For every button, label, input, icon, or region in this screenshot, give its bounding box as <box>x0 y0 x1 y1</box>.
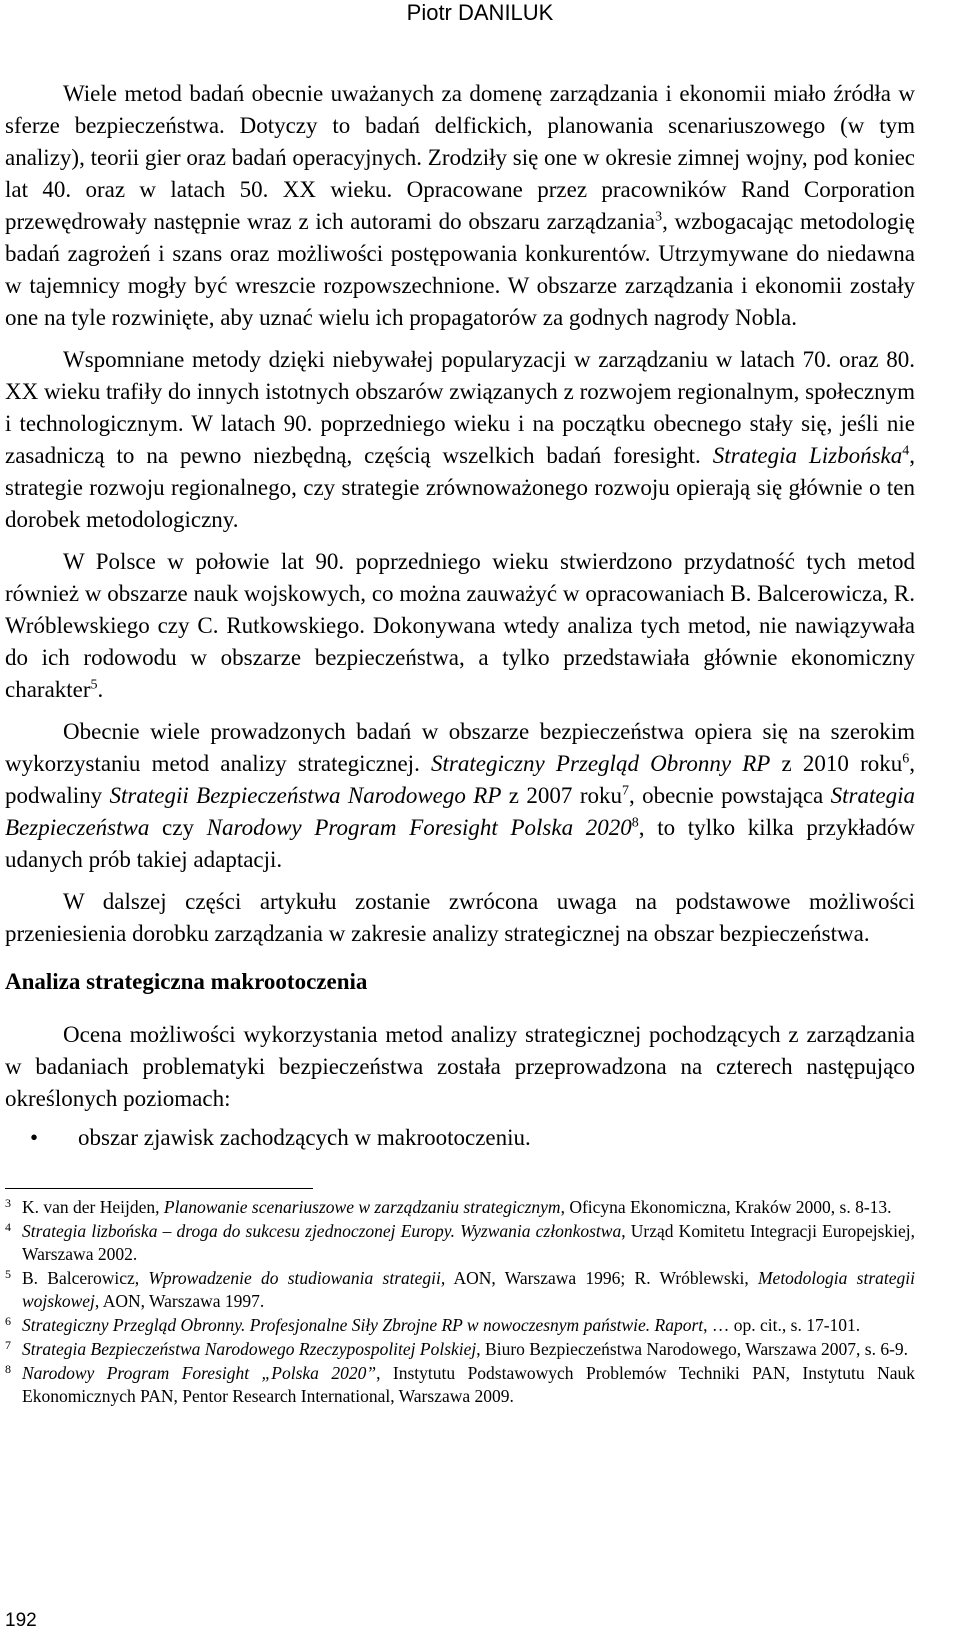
paragraph-4-text-c: , podwaliny <box>5 751 915 808</box>
footnote-7 <box>5 1338 915 1361</box>
footnote-5-text-a: B. Balcerowicz, <box>22 1268 149 1288</box>
page-number: 192 <box>5 1610 37 1631</box>
bullet-item-1-text: obszar zjawisk zachodzących w makrootoczeniu. <box>78 1125 531 1150</box>
paragraph-6: Ocena możliwości wykorzystania metod analizy strategicznej pochodzących z zarządzania w badaniach problematyki bezpieczeństwa została przeprowadzona na czterech następująco określonych poziomach: <box>5 1022 915 1111</box>
bullet-item-1 <box>30 1122 531 1154</box>
footnote-ref-5: 5 <box>90 677 98 693</box>
header-author: Piotr DANILUK <box>406 0 554 25</box>
paragraph-4-text-g: , to tylko kilka przykładów udanych prób takiej adaptacji. <box>5 815 915 872</box>
footnote-3-text-b: , Oficyna Ekonomiczna, Kraków 2000, s. 8-13. <box>560 1197 892 1217</box>
footnote-ref-8: 8 <box>631 815 639 831</box>
paragraph-3-text-b: . <box>97 677 104 702</box>
footnote-ref-3: 3 <box>655 209 663 225</box>
footnote-7-text-b: , Biuro Bezpieczeństwa Narodowego, Warszawa 2007, s. 6-9. <box>476 1339 909 1359</box>
paragraph-5: W dalszej części artykułu zostanie zwrócona uwaga na podstawowe możliwości przeniesienia dorobku zarządzania w zakresie analizy strategicznej na obszar bezpieczeństwa. <box>5 889 915 946</box>
footnote-7-number: 7 <box>5 1338 11 1352</box>
footnotes <box>5 1196 915 1409</box>
paragraph-4-text-a: Obecnie wiele prowadzonych badań w obszarze bezpieczeństwa opiera się na szerokim wykorzystaniu metod analizy strategicznej. <box>5 719 915 776</box>
section-heading: Analiza strategiczna makrootoczenia <box>5 969 368 994</box>
section-body <box>5 1019 915 1115</box>
paragraph-2 <box>5 344 915 536</box>
footnote-ref-4: 4 <box>902 443 910 459</box>
paragraph-3-text-a: W Polsce w połowie lat 90. poprzedniego wieku stwierdzono przydatność tych metod również w obszarze nauk wojskowych, co można zauważyć w opracowaniach B. Balcerowicza, R. Wróblewskiego czy C. Rutkowskiego. Dokonywana wtedy analiza tych metod, nie nawiązywała do ich rodowodu w obszarze bezpieczeństwa, a tylko przedstawiała głównie ekonomiczny charakter <box>5 549 915 702</box>
paragraph-4-text-b: z 2010 roku <box>770 751 903 776</box>
paragraph-4-text-d: z 2007 roku <box>501 783 622 808</box>
footnote-7-italic: Strategia Bezpieczeństwa Narodowego Rzeczypospolitej Polskiej <box>22 1339 477 1359</box>
main-text <box>5 78 915 950</box>
footnote-6-italic: Strategiczny Przegląd Obronny. Profesjonalne Siły Zbrojne RP w nowoczesnym państwie. Raport <box>22 1315 704 1335</box>
paragraph-1 <box>5 78 915 334</box>
footnote-separator <box>5 1188 313 1189</box>
running-header <box>0 0 960 26</box>
footnote-3-text-a: K. van der Heijden, <box>22 1197 164 1217</box>
paragraph-4-text-e: , obecnie powstająca <box>629 783 831 808</box>
paragraph-2-text-b: , strategie rozwoju regionalnego, czy strategie zrównoważonego rozwoju opierają się głównie o ten dorobek metodologiczny. <box>5 443 915 532</box>
footnote-5 <box>5 1267 915 1313</box>
footnote-5-text-b: AON, Warszawa 1996; R. Wróblewski, <box>445 1268 758 1288</box>
footnote-4-italic: Strategia lizbońska – droga do sukcesu zjednoczonej Europy. Wyzwania członkostwa <box>22 1221 622 1241</box>
paragraph-2-text-a: Wspomniane metody dzięki niebywałej popularyzacji w zarządzaniu w latach 70. oraz 80. XX wieku trafiły do innych istotnych obszarów związanych z rozwojem regionalnym, społecznym i technologicznym. W latach 90. poprzedniego wieku i na początku obecnego stały się, jeśli nie zasadniczą to na pewno niezbędną, częścią wszelkich badań foresight. <box>5 347 915 468</box>
footnote-8 <box>5 1362 915 1408</box>
bullet-dot-icon: • <box>30 1125 39 1150</box>
footnote-4-number: 4 <box>5 1220 11 1234</box>
footnote-ref-7: 7 <box>622 783 629 799</box>
footnote-3-number: 3 <box>5 1196 11 1210</box>
footnote-8-text-b: , Instytutu Podstawowych Problemów Techniki PAN, Instytutu Nauk Ekonomicznych PAN, Pentor Research International, Warszawa 2009. <box>22 1363 915 1406</box>
footnote-5-italic-2: Metodologia strategii wojskowej <box>22 1268 915 1311</box>
paragraph-4 <box>5 716 915 876</box>
footnote-5-number: 5 <box>5 1267 11 1281</box>
footnote-6-text-b: , … op. cit., s. 17-101. <box>703 1315 861 1335</box>
paragraph-1-text-a: Wiele metod badań obecnie uważanych za domenę zarządzania i ekonomii miało źródła w sferze bezpieczeństwa. Dotyczy to badań delfickich, planowania scenariuszowego (w tym analizy), teorii gier oraz badań operacyjnych. Zrodziły się one w okresie zimnej wojny, pod koniec lat 40. oraz w latach 50. XX wieku. Opracowane przez pracowników Rand Corporation przewędrowały następnie wraz z ich autorami do obszaru zarządzania <box>5 81 915 234</box>
footnote-ref-6: 6 <box>902 751 910 767</box>
footnote-8-number: 8 <box>5 1362 11 1376</box>
footnote-4 <box>5 1220 915 1266</box>
paragraph-4-italic-4: Narodowy Program Foresight Polska 2020 <box>206 815 632 840</box>
footnote-5-text-c: , AON, Warszawa 1997. <box>94 1291 265 1311</box>
paragraph-4-text-f: czy <box>149 815 207 840</box>
footnote-8-italic: Narodowy Program Foresight „Polska 2020” <box>22 1363 377 1383</box>
footnote-6 <box>5 1314 915 1337</box>
paragraph-3 <box>5 546 915 706</box>
paragraph-4-italic-3: Strategia Bezpieczeństwa <box>5 783 915 840</box>
footnote-4-text-b: , Urząd Komitetu Integracji Europejskiej, Warszawa 2002. <box>22 1221 915 1264</box>
paragraph-4-italic-2: Strategii Bezpieczeństwa Narodowego RP <box>109 783 502 808</box>
footnote-6-number: 6 <box>5 1314 11 1328</box>
footnote-3 <box>5 1196 915 1219</box>
paragraph-4-italic-1: Strategiczny Przegląd Obronny RP <box>431 751 771 776</box>
paragraph-2-italic: Strategia Lizbońska <box>712 443 903 468</box>
paragraph-1-text-b: , wzbogacając metodologię badań zagrożeń i szans oraz możliwości postępowania konkurentów. Utrzymywane do niedawna w tajemnicy mogły być wreszcie rozpowszechnione. W obszarze zarządzania i ekonomii zostały one na tyle rozwinięte, aby uznać wielu ich propagatorów za godnych nagrody Nobla. <box>5 209 915 330</box>
footnote-5-italic-1: Wprowadzenie do studiowania strategii, <box>148 1268 446 1288</box>
footnote-3-italic: Planowanie scenariuszowe w zarządzaniu strategicznym <box>163 1197 561 1217</box>
